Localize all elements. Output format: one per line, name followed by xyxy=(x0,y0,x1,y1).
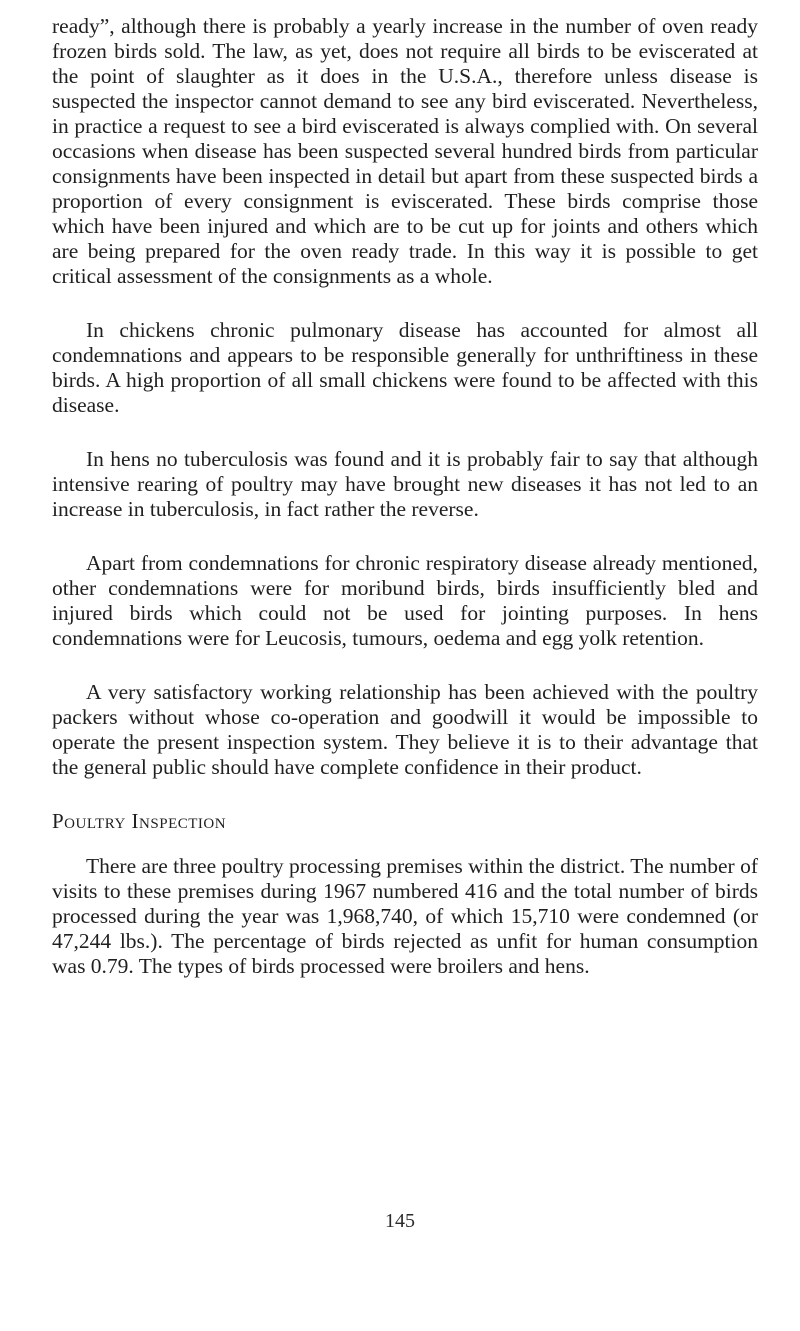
paragraph-chickens: In chickens chronic pulmonary disease has accounted for almost all condemnations and appears to be responsible generally for unthriftiness in these birds. A high proportion of all small chickens were found to be affected with this disease. xyxy=(52,318,758,417)
section-heading: Poultry Inspection xyxy=(52,809,227,833)
paragraph-condemnations: Apart from condemnations for chronic respiratory disease already mentioned, other condemnations were for moribund birds, birds insufficiently bled and injured birds which could not be used for jointing purposes. In hens condemnations were for Leucosis, tumours, oedema and egg yolk retention. xyxy=(52,551,758,650)
paragraph-poultry-inspection: There are three poultry processing premises within the district. The number of visits to these premises during 1967 numbered 416 and the total number of birds processed during the year was 1,968,740, of which 15,710 were condemned (or 47,244 lbs.). The percentage of birds rejected as unfit for human consumption was 0.79. The types of birds processed were broilers and hens. xyxy=(52,854,758,978)
page-number: 145 xyxy=(385,1210,415,1232)
paragraph-evisceration: ready”, although there is probably a yearly increase in the number of oven ready frozen birds sold. The law, as yet, does not require all birds to be eviscerated at the point of slaughter as it does in the U.S.A., therefore unless disease is suspected the inspector cannot demand to see any bird eviscerated. Nevertheless, in practice a request to see a bird eviscerated is always complied with. On several occasions when disease has been suspected several hundred birds from particular consignments have been inspected in detail but apart from these suspected birds a proportion of every consignment is eviscerated. These birds comprise those which have been injured and which are to be cut up for joints and others which are being prepared for the oven ready trade. In this way it is possible to get critical assessment of the consignments as a whole. xyxy=(52,14,758,288)
document-page xyxy=(52,14,758,1008)
paragraph-hens: In hens no tuberculosis was found and it is probably fair to say that although intensive rearing of poultry may have brought new diseases it has not led to an increase in tuberculosis, in fact rather the reverse. xyxy=(52,447,758,521)
paragraph-relationship: A very satisfactory working relationship has been achieved with the poultry packers without whose co-operation and goodwill it would be impossible to operate the present inspection system. They believe it is to their advantage that the general public should have complete confidence in their product. xyxy=(52,680,758,779)
